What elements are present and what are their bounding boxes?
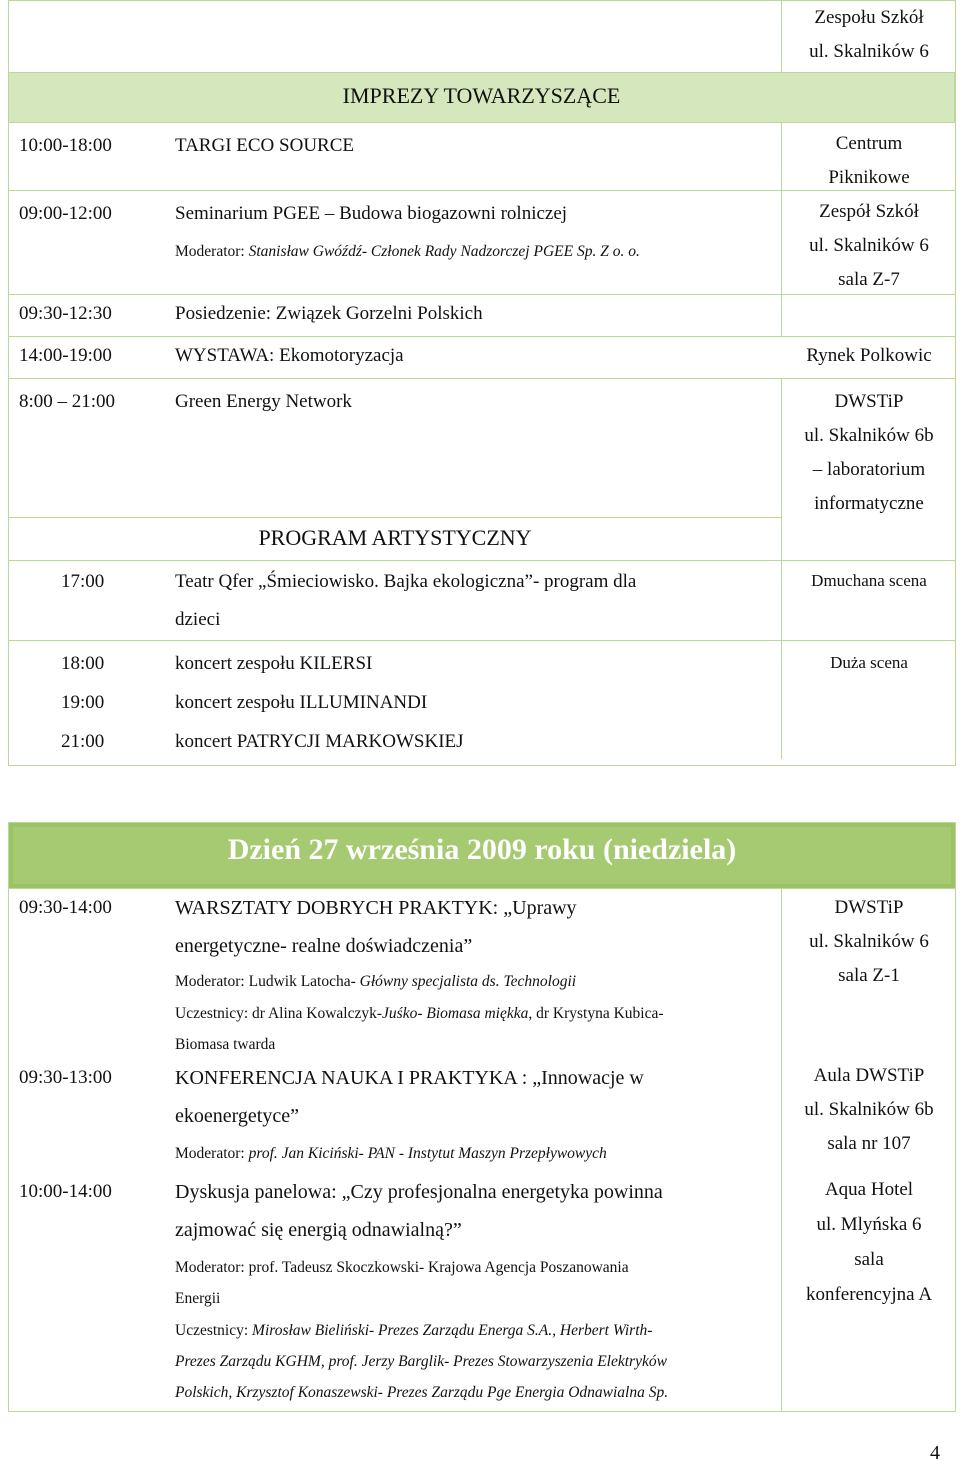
event-time: 17:00 [61,571,105,592]
participants-text: Juśko- Biomasa miękka [382,1005,529,1022]
moderator-line [175,1259,629,1277]
participants-line: Biomasa twarda [175,1036,276,1053]
location-line: Duża scena [830,653,908,672]
event-time: 21:00 [61,731,105,752]
location-line: ul. Skalników 6 [809,931,929,952]
event-row [9,641,955,759]
event-time: 19:00 [61,692,105,713]
event-title: Green Energy Network [175,391,352,412]
moderator-text: Energii [175,1290,221,1307]
location-line: ul. Skalników 6b [804,1099,934,1120]
event-row [9,1173,955,1411]
event-row [9,561,955,641]
participants-text: , dr Krystyna Kubica- [528,1005,664,1022]
event-title: koncert PATRYCJI MARKOWSKIEJ [175,731,464,752]
page-number: 4 [930,1442,940,1464]
moderator-text: prof. Tadeusz Skoczkowski- Krajowa Agencja Poszanowania [248,1259,629,1276]
location-line: Centrum [835,133,903,154]
location-line: Dmuchana scena [811,571,927,590]
location-line: Aula DWSTiP [813,1065,925,1086]
event-time: 8:00 – 21:00 [19,391,116,412]
moderator-line [175,243,640,261]
location-line: sala nr 107 [827,1133,911,1154]
event-time: 09:00-12:00 [19,203,112,224]
location-line: Zespół Szkół [819,201,919,222]
event-title: dzieci [175,609,221,630]
location-line: sala Z-7 [838,269,900,290]
event-time: 18:00 [61,653,105,674]
location-line: Rynek Polkowic [806,345,932,366]
location-line: sala [854,1249,884,1270]
participants-line: Prezes Zarządu KGHM, prof. Jerzy Barglik- Prezes Stowarzyszenia Elektryków [175,1353,667,1370]
participants-line: Polskich, Krzysztof Konaszewski- Prezes Zarządu Pge Energia Odnawialna Sp. [175,1384,669,1401]
event-title: ekoenergetyce” [175,1105,299,1127]
event-title: zajmować się energią odnawialną?” [175,1219,462,1241]
location-line: informatyczne [814,493,924,514]
event-row [9,123,955,191]
section-title: IMPREZY TOWARZYSZĄCE [342,83,621,108]
participants-line [175,1322,652,1340]
moderator-label: Moderator: [175,973,245,990]
location-line: DWSTiP [834,897,904,918]
day-header [9,823,955,889]
day-title: Dzień 27 września 2009 roku (niedziela) [227,833,737,866]
event-title: Seminarium PGEE – Budowa biogazowni rolniczej [175,203,568,224]
event-row [9,1061,955,1173]
event-title: KONFERENCJA NAUKA I PRAKTYKA : „Innowacje w [175,1067,644,1089]
participants-text: Uczestnicy: dr Alina Kowalczyk- [175,1005,383,1022]
location-line: sala Z-1 [838,965,900,986]
moderator-label: Moderator: [175,1259,245,1276]
events-table-1 [8,0,956,766]
location-line: Aqua Hotel [824,1179,914,1200]
event-time: 10:00-18:00 [19,135,112,156]
event-time: 09:30-12:30 [19,303,112,324]
location-line: – laboratorium [812,459,926,480]
event-row [9,191,955,295]
event-title: WYSTAWA: Ekomotoryzacja [175,345,404,366]
location-line: DWSTiP [834,391,904,412]
participants-line [175,1005,664,1023]
location-line: ul. Skalników 6 [809,235,929,256]
event-title: Teatr Qfer „Śmieciowisko. Bajka ekologiczna”- program dla [175,571,637,592]
location-line: ul. Mlyńska 6 [816,1214,922,1235]
events-table-2 [8,822,956,1412]
event-row [9,295,955,337]
event-time: 10:00-14:00 [19,1181,112,1202]
moderator-label: Moderator: [175,243,245,260]
moderator-name: Ludwik Latocha- [248,973,356,990]
section-header-imprezy [9,73,955,123]
event-row [9,379,955,561]
moderator-line [175,1145,607,1163]
event-time: 09:30-14:00 [19,897,112,918]
event-title: TARGI ECO SOURCE [175,135,354,156]
participants-label: Uczestnicy: [175,1322,249,1339]
moderator-text: Stanisław Gwóźdź- Członek Rady Nadzorczej PGEE Sp. Z o. o. [248,243,640,260]
location-line: Zespołu Szkół [814,7,924,28]
event-title: Dyskusja panelowa: „Czy profesjonalna energetyka powinna [175,1181,663,1203]
moderator-label: Moderator: [175,1145,245,1162]
event-time: 09:30-13:00 [19,1067,112,1088]
event-title: koncert zespołu ILLUMINANDI [175,692,428,713]
event-title: Posiedzenie: Związek Gorzelni Polskich [175,303,483,324]
event-title: WARSZTATY DOBRYCH PRAKTYK: „Uprawy [175,897,577,919]
location-line: Piknikowe [828,167,910,188]
location-line: ul. Skalników 6b [804,425,934,446]
event-time: 14:00-19:00 [19,345,112,366]
event-row [9,337,955,379]
event-title: energetyczne- realne doświadczenia” [175,935,473,957]
event-row [9,889,955,1061]
moderator-text: prof. Jan Kiciński- PAN - Instytut Maszyn Przepływowych [248,1145,607,1162]
event-title: koncert zespołu KILERSI [175,653,373,674]
section-title: PROGRAM ARTYSTYCZNY [258,525,532,550]
participants-text: Mirosław Bieliński- Prezes Zarządu Energa S.A., Herbert Wirth- [252,1322,653,1339]
moderator-role: Główny specjalista ds. Technologii [359,973,577,990]
location-line: ul. Skalników 6 [809,41,929,62]
location-line: konferencyjna A [805,1284,933,1305]
moderator-line [175,973,576,991]
row-top-location [9,1,955,73]
